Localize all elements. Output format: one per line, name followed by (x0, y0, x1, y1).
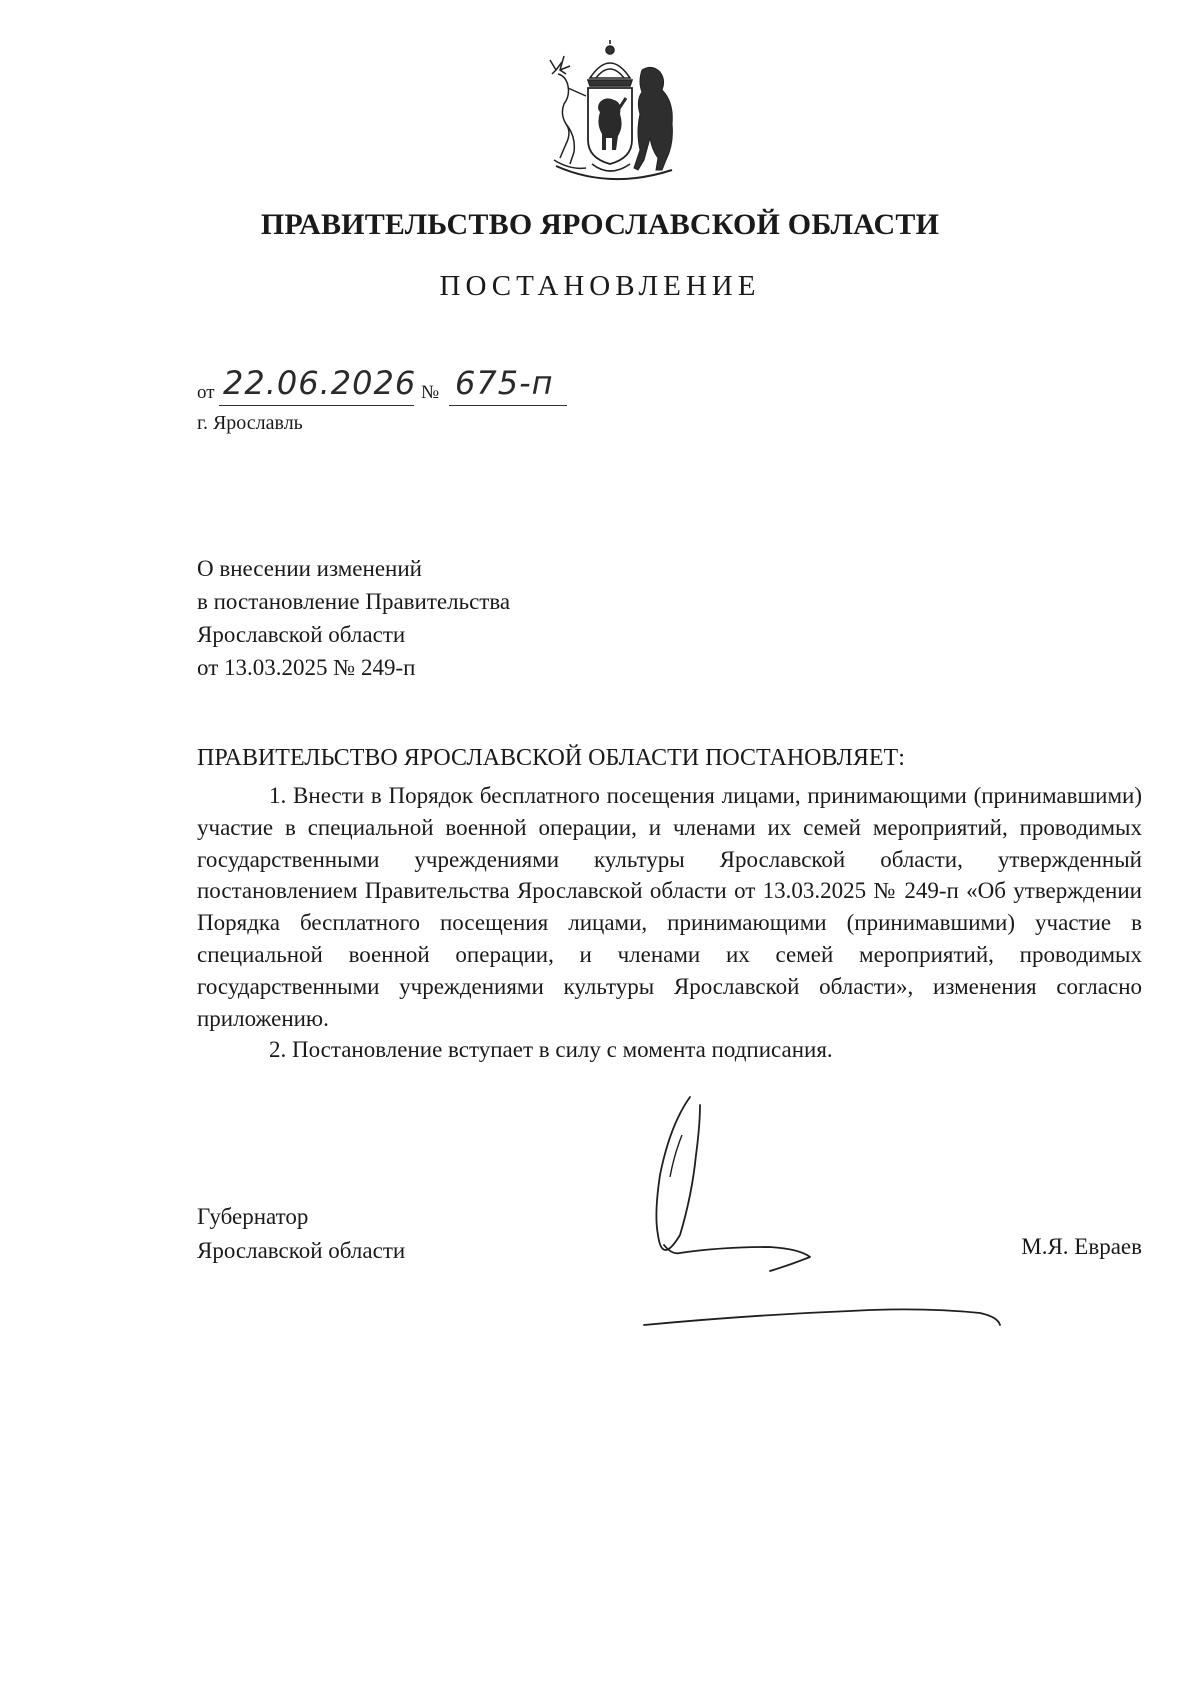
resolution-paragraph-1: 1. Внести в Порядок бесплатного посещения лицами, принимающими (принимавшими) участие в специальной военной операции, и членами их семей мероприятий, проводимых государственными учреждениями культуры Ярославской области, утвержденный постановлением Правительства Ярославской области от 13.03.2025 № 249-п «Об утверждении Порядка бесплатного посещения лицами, принимающими (принимавшими) участие в специальной военной операции, и членами их семей мероприятий, проводимых государственными учреждениями культуры Ярославской области», изменения согласно приложению. (197, 783, 1142, 1031)
document-date-number (197, 364, 577, 410)
handwritten-number: 675-п (455, 364, 554, 402)
subject-line: в постановление Правительства (197, 589, 511, 614)
coat-of-arms-icon (530, 40, 690, 185)
resolution-paragraph-2: 2. Постановление вступает в силу с момента подписания. (269, 1037, 833, 1063)
document-city: г. Ярославль (197, 412, 303, 434)
handwritten-date: 22.06.2026 (223, 364, 417, 402)
number-underline (449, 405, 567, 406)
date-prefix: от (197, 382, 215, 403)
signatory-name: М.Я. Евраев (1021, 1234, 1142, 1259)
signatory-title (197, 1200, 405, 1268)
subject-line: Ярославской области (197, 622, 406, 647)
signatory-title-line2: Ярославской области (197, 1238, 406, 1263)
subject-line: от 13.03.2025 № 249-п (197, 655, 416, 680)
signatory-title-line1: Губернатор (197, 1204, 309, 1229)
organization-title: ПРАВИТЕЛЬСТВО ЯРОСЛАВСКОЙ ОБЛАСТИ (260, 208, 940, 241)
number-prefix: № (421, 382, 440, 403)
date-underline (219, 405, 414, 406)
subject-line: О внесении изменений (197, 556, 422, 581)
document-subject (197, 552, 510, 684)
handwritten-signature (600, 1085, 1060, 1345)
resolution-body (197, 780, 1142, 1066)
document-type-heading: ПОСТАНОВЛЕНИЕ (439, 270, 761, 302)
resolution-preamble: ПРАВИТЕЛЬСТВО ЯРОСЛАВСКОЙ ОБЛАСТИ ПОСТАНОВЛЯЕТ: (197, 745, 905, 771)
